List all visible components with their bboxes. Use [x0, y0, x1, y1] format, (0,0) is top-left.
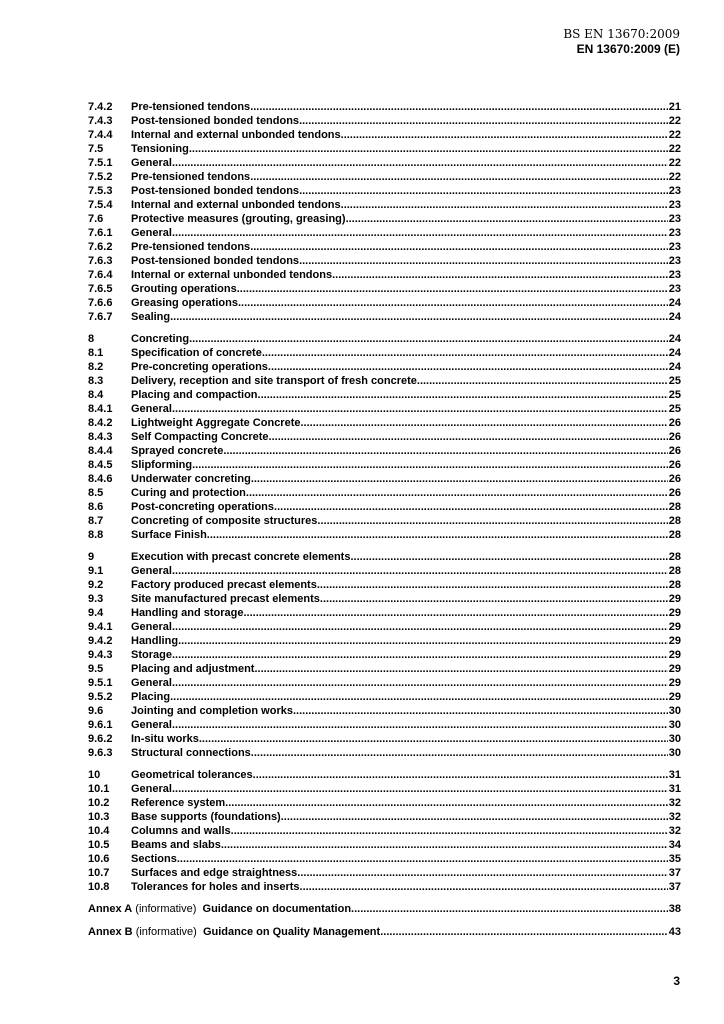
- toc-entry-number: 8: [88, 333, 95, 345]
- toc-entry-page: 22: [668, 171, 681, 183]
- toc-entry-number: 9.2: [88, 579, 104, 591]
- toc-entry-number: 9.4.1: [88, 621, 113, 633]
- toc-entry[interactable]: [88, 880, 681, 894]
- toc-entry-number: 10.3: [88, 811, 110, 823]
- toc-entry-page: 22: [668, 115, 681, 127]
- toc-entry[interactable]: [88, 416, 681, 430]
- toc-entry-number: 9.6.3: [88, 747, 113, 759]
- toc-entry-page: 35: [668, 853, 681, 865]
- toc-entry-page: 29: [668, 593, 681, 605]
- dot-leader: [293, 704, 668, 718]
- toc-entry-number: 8.4.6: [88, 473, 113, 485]
- toc-entry-title: Protective measures (grouting, greasing): [131, 213, 346, 225]
- annex-page: 43: [668, 926, 681, 938]
- toc-entry-page: 24: [668, 297, 681, 309]
- toc-entry-page: 29: [668, 635, 681, 647]
- toc-entry-number: 7.5.3: [88, 185, 113, 197]
- dot-leader: [297, 866, 667, 880]
- dot-leader: [299, 114, 668, 128]
- toc-entry-title: Reference system: [131, 797, 226, 809]
- toc-entry[interactable]: [88, 430, 681, 444]
- toc-entry[interactable]: [88, 296, 681, 310]
- dot-leader: [300, 880, 668, 894]
- toc-entry[interactable]: [88, 346, 681, 360]
- toc-entry-number: 8.1: [88, 347, 104, 359]
- dot-leader: [243, 606, 667, 620]
- dot-leader: [250, 240, 668, 254]
- dot-leader: [317, 514, 667, 528]
- toc-entry[interactable]: [88, 268, 681, 282]
- dot-leader: [346, 212, 668, 226]
- toc-entry-title: Handling and storage: [131, 607, 244, 619]
- dot-leader: [380, 925, 668, 939]
- toc-entry[interactable]: [88, 528, 681, 542]
- toc-entry-page: 21: [668, 101, 681, 113]
- toc-entry-number: 10.1: [88, 783, 110, 795]
- toc-entry-number: 8.5: [88, 487, 104, 499]
- toc-entry-page: 28: [668, 565, 681, 577]
- dot-leader: [172, 564, 668, 578]
- toc-entry-page: 29: [668, 677, 681, 689]
- toc-entry-number: 10.7: [88, 867, 110, 879]
- dot-leader: [172, 156, 668, 170]
- toc-entry[interactable]: [88, 226, 681, 240]
- toc-entry-page: 24: [668, 347, 681, 359]
- toc-entry-title: Underwater concreting: [131, 473, 251, 485]
- toc-entry-title: Placing and compaction: [131, 389, 258, 401]
- dot-leader: [189, 142, 668, 156]
- toc-entry-title: Slipforming: [131, 459, 193, 471]
- toc-entry-number: 7.6.6: [88, 297, 113, 309]
- toc-entry-page: 28: [668, 501, 681, 513]
- dot-leader: [172, 676, 668, 690]
- dot-leader: [341, 128, 668, 142]
- toc-annex-entry[interactable]: [88, 902, 681, 916]
- toc-entry-number: 7.5.1: [88, 157, 113, 169]
- toc-entry-page: 23: [668, 227, 681, 239]
- toc-entry-number: 9.4.3: [88, 649, 113, 661]
- toc-entry-page: 23: [668, 269, 681, 281]
- toc-entry[interactable]: [88, 718, 681, 732]
- toc-entry-page: 37: [668, 881, 681, 893]
- toc-entry-page: 22: [668, 143, 681, 155]
- dot-leader: [269, 430, 668, 444]
- toc-group: [88, 100, 681, 324]
- toc-entry-title: Tensioning: [131, 143, 189, 155]
- toc-group: [88, 550, 681, 760]
- dot-leader: [332, 268, 668, 282]
- toc-entry[interactable]: [88, 486, 681, 500]
- dot-leader: [172, 402, 668, 416]
- toc-entry[interactable]: [88, 690, 681, 704]
- toc-entry-number: 10.8: [88, 881, 110, 893]
- toc-entry-title: Internal and external unbonded tendons: [131, 129, 341, 141]
- dot-leader: [172, 648, 668, 662]
- toc-entry-title: Concreting of composite structures: [131, 515, 318, 527]
- toc-entry-title: Geometrical tolerances: [131, 769, 253, 781]
- toc-entry-title: Structural connections: [131, 747, 251, 759]
- toc-entry-number: 7.6.3: [88, 255, 113, 267]
- toc-entry[interactable]: [88, 620, 681, 634]
- annex-label: Annex B: [88, 926, 133, 938]
- toc-entry-page: 32: [668, 825, 681, 837]
- toc-entry-number: 8.4.3: [88, 431, 113, 443]
- toc-entry-title: Factory produced precast elements: [131, 579, 317, 591]
- toc-annex-entry[interactable]: [88, 925, 681, 939]
- toc-entry-page: 26: [668, 487, 681, 499]
- toc-entry-page: 30: [668, 747, 681, 759]
- toc-entry-page: 24: [668, 311, 681, 323]
- toc-entry-title: Lightweight Aggregate Concrete: [131, 417, 301, 429]
- toc-entry-title: General: [131, 719, 172, 731]
- toc-entry[interactable]: [88, 838, 681, 852]
- toc-entry[interactable]: [88, 782, 681, 796]
- toc-entry-title: Jointing and completion works: [131, 705, 293, 717]
- toc-entry-title: Handling: [131, 635, 179, 647]
- toc-entry[interactable]: [88, 198, 681, 212]
- toc-entry-page: 31: [668, 769, 681, 781]
- toc-entry-number: 8.4.2: [88, 417, 113, 429]
- dot-leader: [172, 782, 668, 796]
- toc-entry-number: 9.5.1: [88, 677, 113, 689]
- toc-entry-number: 10.6: [88, 853, 110, 865]
- toc-entry-title: Sections: [131, 853, 177, 865]
- toc-entry-page: 23: [668, 241, 681, 253]
- toc-entry[interactable]: [88, 810, 681, 824]
- toc-entry-title: Self Compacting Concrete: [131, 431, 269, 443]
- toc-entry-number: 10.4: [88, 825, 110, 837]
- toc-entry-page: 29: [668, 691, 681, 703]
- toc-entry-title: General: [131, 227, 172, 239]
- toc-entry-number: 9.3: [88, 593, 104, 605]
- toc-entry[interactable]: [88, 676, 681, 690]
- dot-leader: [281, 810, 668, 824]
- dot-leader: [251, 472, 668, 486]
- dot-leader: [170, 690, 668, 704]
- toc-entry-number: 9.6.2: [88, 733, 113, 745]
- toc-entry-title: Storage: [131, 649, 172, 661]
- toc-entry-number: 8.4.1: [88, 403, 113, 415]
- toc-entry-title: Sprayed concrete: [131, 445, 224, 457]
- toc-entry[interactable]: [88, 142, 681, 156]
- toc-entry-number: 8.2: [88, 361, 104, 373]
- toc-entry[interactable]: [88, 852, 681, 866]
- dot-leader: [189, 332, 668, 346]
- toc-entry-title: General: [131, 621, 172, 633]
- toc-entry-page: 23: [668, 199, 681, 211]
- toc-entry[interactable]: [88, 240, 681, 254]
- toc-entry-page: 30: [668, 719, 681, 731]
- dot-leader: [258, 388, 668, 402]
- dot-leader: [417, 374, 668, 388]
- toc-entry-page: 29: [668, 649, 681, 661]
- toc-entry[interactable]: [88, 170, 681, 184]
- toc-entry-page: 37: [668, 867, 681, 879]
- toc-entry-page: 24: [668, 333, 681, 345]
- toc-entry-number: 8.6: [88, 501, 104, 513]
- toc-entry-title: Surface Finish: [131, 529, 207, 541]
- toc-entry-number: 9.4: [88, 607, 104, 619]
- dot-leader: [238, 296, 668, 310]
- toc-entry[interactable]: [88, 128, 681, 142]
- toc-entry-number: 7.5.4: [88, 199, 113, 211]
- toc-entry-title: Concreting: [131, 333, 190, 345]
- toc-entry[interactable]: [88, 592, 681, 606]
- dot-leader: [223, 444, 667, 458]
- toc-entry[interactable]: [88, 732, 681, 746]
- toc-entry-number: 7.4.4: [88, 129, 113, 141]
- dot-leader: [251, 746, 668, 760]
- toc-entry[interactable]: [88, 824, 681, 838]
- dot-leader: [231, 824, 668, 838]
- toc-entry-number: 7.5.2: [88, 171, 113, 183]
- toc-entry[interactable]: [88, 360, 681, 374]
- toc-entry-page: 23: [668, 255, 681, 267]
- dot-leader: [253, 768, 668, 782]
- toc-entry[interactable]: [88, 332, 681, 346]
- toc-entry-number: 10.5: [88, 839, 110, 851]
- toc-entry-title: Curing and protection: [131, 487, 246, 499]
- toc-entry-title: Internal and external unbonded tendons: [131, 199, 341, 211]
- toc-entry-number: 9.5: [88, 663, 104, 675]
- toc-entry[interactable]: [88, 550, 681, 564]
- toc-entry-page: 29: [668, 607, 681, 619]
- toc-entry-title: Tolerances for holes and inserts: [131, 881, 300, 893]
- toc-entry[interactable]: [88, 374, 681, 388]
- toc-entry[interactable]: [88, 634, 681, 648]
- dot-leader: [237, 282, 668, 296]
- toc-group: [88, 768, 681, 894]
- toc-entry-title: Beams and slabs: [131, 839, 221, 851]
- toc-entry-title: Columns and walls: [131, 825, 231, 837]
- dot-leader: [250, 170, 668, 184]
- annex-type: (informative): [135, 903, 197, 915]
- toc-entry[interactable]: [88, 746, 681, 760]
- dot-leader: [246, 486, 668, 500]
- toc-entry-number: 9.1: [88, 565, 104, 577]
- toc-entry-title: Site manufactured precast elements: [131, 593, 320, 605]
- toc-entry-title: Grouting operations: [131, 283, 237, 295]
- toc-entry-page: 23: [668, 185, 681, 197]
- toc-entry-title: Post-tensioned bonded tendons: [131, 255, 300, 267]
- toc-entry[interactable]: [88, 458, 681, 472]
- toc-entry-title: General: [131, 677, 172, 689]
- dot-leader: [199, 732, 668, 746]
- dot-leader: [350, 550, 667, 564]
- toc-entry-page: 32: [668, 811, 681, 823]
- dot-leader: [341, 198, 668, 212]
- toc-entry-page: 26: [668, 459, 681, 471]
- toc-entry-title: Pre-tensioned tendons: [131, 101, 251, 113]
- toc-entry-number: 9.5.2: [88, 691, 113, 703]
- toc-entry-title: General: [131, 565, 172, 577]
- annex-title: Guidance on Quality Management: [202, 926, 381, 938]
- dot-leader: [268, 360, 668, 374]
- toc-entry-title: Pre-tensioned tendons: [131, 171, 251, 183]
- annex-label: Annex A: [88, 903, 133, 915]
- toc-entry-title: Post-tensioned bonded tendons: [131, 185, 300, 197]
- annex-title: Guidance on documentation: [202, 903, 352, 915]
- annex-type: (informative): [135, 926, 197, 938]
- toc-entry-title: Base supports (foundations): [131, 811, 281, 823]
- dot-leader: [207, 528, 668, 542]
- dot-leader: [225, 796, 668, 810]
- toc-entry-title: Delivery, reception and site transport of fresh concrete: [131, 375, 417, 387]
- toc-entry[interactable]: [88, 866, 681, 880]
- toc-entry-page: 25: [668, 389, 681, 401]
- toc-entry-title: Placing: [131, 691, 171, 703]
- annex-page: 38: [668, 903, 681, 915]
- toc-entry-title: Post-tensioned bonded tendons: [131, 115, 300, 127]
- toc-entry-title: Internal or external unbonded tendons: [131, 269, 333, 281]
- toc-entry-page: 22: [668, 129, 681, 141]
- toc-entry-number: 8.7: [88, 515, 104, 527]
- toc-entry[interactable]: [88, 100, 681, 114]
- toc-entry-page: 28: [668, 529, 681, 541]
- toc-entry-title: Execution with precast concrete elements: [131, 551, 351, 563]
- toc-entry-page: 26: [668, 473, 681, 485]
- toc-entry-title: General: [131, 403, 172, 415]
- toc-entry-page: 26: [668, 417, 681, 429]
- dot-leader: [317, 578, 668, 592]
- toc-entry[interactable]: [88, 648, 681, 662]
- table-of-contents: [88, 100, 681, 948]
- toc-entry-number: 7.4.2: [88, 101, 113, 113]
- toc-entry[interactable]: [88, 796, 681, 810]
- toc-entry[interactable]: [88, 444, 681, 458]
- toc-entry[interactable]: [88, 310, 681, 324]
- toc-entry[interactable]: [88, 662, 681, 676]
- toc-entry-title: Post-concreting operations: [131, 501, 275, 513]
- toc-entry-page: 25: [668, 375, 681, 387]
- toc-entry-page: 28: [668, 551, 681, 563]
- toc-entry[interactable]: [88, 114, 681, 128]
- toc-entry[interactable]: [88, 472, 681, 486]
- toc-entry[interactable]: [88, 184, 681, 198]
- toc-entry-page: 30: [668, 733, 681, 745]
- toc-entry-title: Placing and adjustment: [131, 663, 255, 675]
- toc-entry-title: General: [131, 783, 172, 795]
- toc-entry-page: 31: [668, 783, 681, 795]
- toc-entry-number: 7.4.3: [88, 115, 113, 127]
- toc-entry-number: 7.6: [88, 213, 104, 225]
- toc-entry[interactable]: [88, 704, 681, 718]
- toc-entry-page: 26: [668, 445, 681, 457]
- toc-entry-title: General: [131, 157, 172, 169]
- toc-entry-number: 8.3: [88, 375, 104, 387]
- toc-entry-number: 7.6.1: [88, 227, 113, 239]
- toc-entry-number: 10: [88, 769, 101, 781]
- toc-entry-number: 7.5: [88, 143, 104, 155]
- toc-entry[interactable]: [88, 514, 681, 528]
- toc-entry-page: 28: [668, 579, 681, 591]
- toc-entry-page: 32: [668, 797, 681, 809]
- toc-entry[interactable]: [88, 254, 681, 268]
- dot-leader: [274, 500, 668, 514]
- toc-entry[interactable]: [88, 500, 681, 514]
- toc-entry-number: 8.4.4: [88, 445, 113, 457]
- dot-leader: [250, 100, 668, 114]
- toc-entry-title: Greasing operations: [131, 297, 238, 309]
- toc-entry-number: 10.2: [88, 797, 110, 809]
- toc-entry[interactable]: [88, 212, 681, 226]
- dot-leader: [299, 254, 668, 268]
- toc-entry-page: 30: [668, 705, 681, 717]
- toc-group: [88, 332, 681, 542]
- toc-entry-number: 7.6.5: [88, 283, 113, 295]
- dot-leader: [320, 592, 668, 606]
- toc-entry-page: 26: [668, 431, 681, 443]
- dot-leader: [170, 310, 668, 324]
- toc-entry[interactable]: [88, 564, 681, 578]
- toc-entry-title: Sealing: [131, 311, 171, 323]
- toc-entry[interactable]: [88, 402, 681, 416]
- toc-entry-number: 8.4.5: [88, 459, 113, 471]
- dot-leader: [351, 902, 668, 916]
- toc-entry-page: 23: [668, 283, 681, 295]
- toc-entry-number: 7.6.7: [88, 311, 113, 323]
- dot-leader: [262, 346, 668, 360]
- dot-leader: [178, 634, 668, 648]
- dot-leader: [172, 226, 668, 240]
- dot-leader: [301, 416, 668, 430]
- header-standard-number: BS EN 13670:2009: [563, 27, 680, 41]
- toc-entry-number: 9.6.1: [88, 719, 113, 731]
- toc-entry-number: 7.6.2: [88, 241, 113, 253]
- dot-leader: [177, 852, 668, 866]
- dot-leader: [254, 662, 667, 676]
- toc-entry-title: Pre-concreting operations: [131, 361, 268, 373]
- dot-leader: [172, 620, 668, 634]
- toc-entry-page: 23: [668, 213, 681, 225]
- toc-entry-title: Surfaces and edge straightness: [131, 867, 298, 879]
- toc-entry[interactable]: [88, 156, 681, 170]
- dot-leader: [299, 184, 668, 198]
- toc-entry-number: 9.6: [88, 705, 104, 717]
- toc-entry[interactable]: [88, 606, 681, 620]
- toc-entry[interactable]: [88, 768, 681, 782]
- toc-entry-page: 29: [668, 663, 681, 675]
- dot-leader: [172, 718, 668, 732]
- toc-entry-number: 7.6.4: [88, 269, 113, 281]
- header-en-number: EN 13670:2009 (E): [576, 42, 680, 56]
- toc-entry-number: 9.4.2: [88, 635, 113, 647]
- toc-entry-page: 24: [668, 361, 681, 373]
- page-number: 3: [673, 974, 680, 988]
- dot-leader: [221, 838, 668, 852]
- toc-entry-title: Pre-tensioned tendons: [131, 241, 251, 253]
- toc-entry-page: 28: [668, 515, 681, 527]
- toc-entry-title: Specification of concrete: [131, 347, 262, 359]
- toc-entry-page: 29: [668, 621, 681, 633]
- toc-entry[interactable]: [88, 578, 681, 592]
- toc-entry-number: 8.4: [88, 389, 104, 401]
- toc-entry-number: 9: [88, 551, 95, 563]
- toc-entry-page: 34: [668, 839, 681, 851]
- toc-entry-number: 8.8: [88, 529, 104, 541]
- toc-entry[interactable]: [88, 282, 681, 296]
- dot-leader: [192, 458, 668, 472]
- toc-entry-title: In-situ works: [131, 733, 199, 745]
- toc-entry[interactable]: [88, 388, 681, 402]
- toc-entry-page: 22: [668, 157, 681, 169]
- toc-entry-page: 25: [668, 403, 681, 415]
